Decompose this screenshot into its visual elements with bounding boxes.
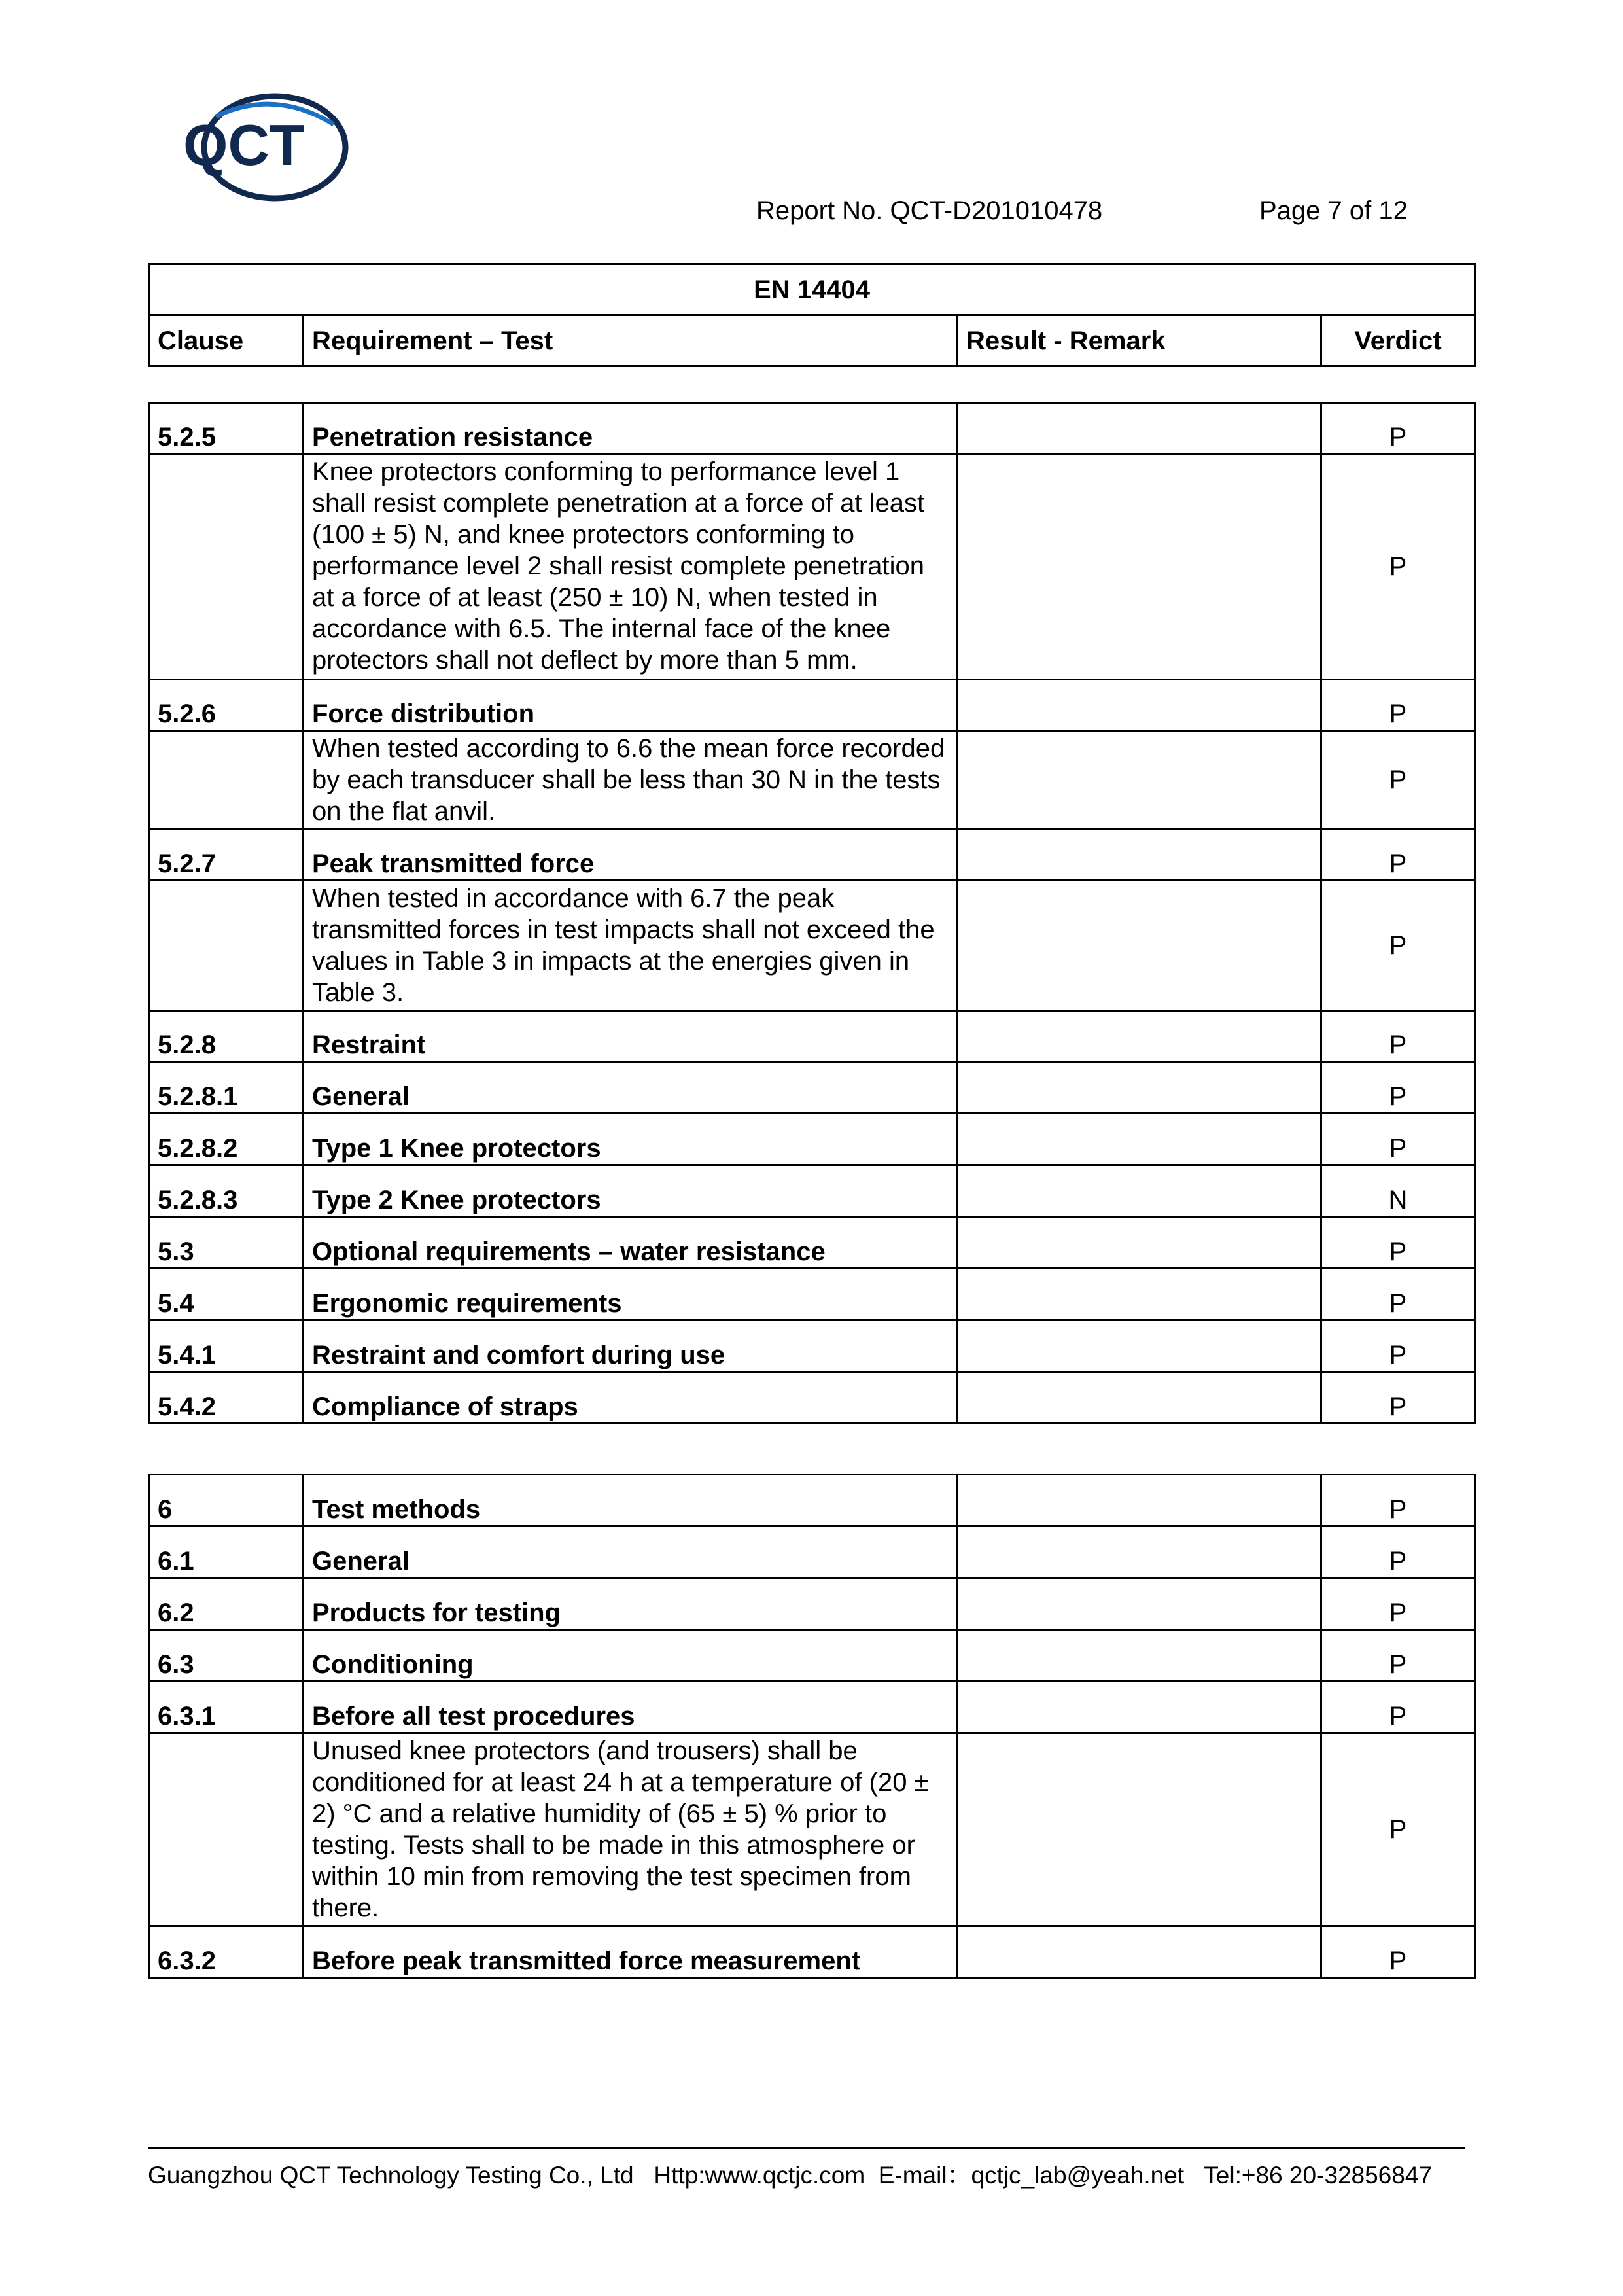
verdict-cell: P xyxy=(1321,1372,1475,1424)
verdict-cell: P xyxy=(1321,454,1475,680)
clause-cell: 6.1 xyxy=(149,1527,304,1578)
col-header-remark: Result - Remark xyxy=(958,315,1321,366)
remark-cell xyxy=(958,881,1321,1011)
clause-cell: 5.2.8.2 xyxy=(149,1114,304,1165)
verdict-cell: P xyxy=(1321,1733,1475,1926)
remark-cell xyxy=(958,1372,1321,1424)
remark-cell xyxy=(958,1114,1321,1165)
report-number: Report No. QCT-D201010478 xyxy=(756,196,1103,225)
remark-cell xyxy=(958,1320,1321,1372)
requirement-cell: Type 1 Knee protectors xyxy=(304,1114,958,1165)
page-number: Page 7 of 12 xyxy=(1259,196,1408,225)
remark-cell xyxy=(958,1630,1321,1682)
col-header-verdict: Verdict xyxy=(1321,315,1475,366)
verdict-cell: P xyxy=(1321,1062,1475,1114)
verdict-cell: P xyxy=(1321,1682,1475,1733)
standard-header-table xyxy=(148,263,1476,367)
verdict-cell: P xyxy=(1321,1320,1475,1372)
verdict-cell: P xyxy=(1321,1011,1475,1062)
verdict-cell: P xyxy=(1321,1475,1475,1527)
verdict-cell: P xyxy=(1321,1926,1475,1978)
clause-cell: 6.3.1 xyxy=(149,1682,304,1733)
table-row xyxy=(149,1217,1475,1269)
requirement-cell: Restraint xyxy=(304,1011,958,1062)
logo-text: QCT xyxy=(183,113,305,177)
remark-cell xyxy=(958,403,1321,454)
table-row xyxy=(149,680,1475,731)
clause-cell xyxy=(149,881,304,1011)
clause-cell: 5.4 xyxy=(149,1269,304,1320)
requirement-cell: Compliance of straps xyxy=(304,1372,958,1424)
clause-cell: 5.3 xyxy=(149,1217,304,1269)
clause-cell: 6 xyxy=(149,1475,304,1527)
clause-cell: 6.2 xyxy=(149,1578,304,1630)
requirement-cell: Ergonomic requirements xyxy=(304,1269,958,1320)
requirement-text: Unused knee protectors (and trousers) shall be conditioned for at least 24 h at a temperature of (20 ± 2) °C and a relative humidity of (65 ± 5) % prior to testing. Tests shall to be made in this atmosphere or within 10 min from removing the test specimen from there. xyxy=(304,1733,958,1926)
section-5-table xyxy=(148,402,1476,1424)
requirement-cell: Optional requirements – water resistance xyxy=(304,1217,958,1269)
requirement-cell: Before all test procedures xyxy=(304,1682,958,1733)
requirement-cell: Before peak transmitted force measurement xyxy=(304,1926,958,1978)
requirement-text: When tested in accordance with 6.7 the peak transmitted forces in test impacts shall not exceed the values in Table 3 in impacts at the energies given in Table 3. xyxy=(304,881,958,1011)
verdict-cell: P xyxy=(1321,1217,1475,1269)
remark-cell xyxy=(958,731,1321,830)
footer-contact: Guangzhou QCT Technology Testing Co., Ltd Http:www.qctjc.com E-mail：qctjc_lab@yeah.net Tel:+86 20-32856847 xyxy=(148,2162,1432,2189)
remark-cell xyxy=(958,1578,1321,1630)
table-row xyxy=(149,1682,1475,1733)
qct-logo xyxy=(177,92,353,203)
table-row xyxy=(149,403,1475,454)
verdict-cell: P xyxy=(1321,1630,1475,1682)
clause-cell: 6.3 xyxy=(149,1630,304,1682)
clause-cell: 5.2.8 xyxy=(149,1011,304,1062)
table-row xyxy=(149,881,1475,1011)
remark-cell xyxy=(958,680,1321,731)
table-row xyxy=(149,1630,1475,1682)
table-row xyxy=(149,454,1475,680)
verdict-cell: P xyxy=(1321,830,1475,881)
requirement-cell: Conditioning xyxy=(304,1630,958,1682)
verdict-cell: P xyxy=(1321,881,1475,1011)
requirement-cell: Products for testing xyxy=(304,1578,958,1630)
table-row xyxy=(149,731,1475,830)
remark-cell xyxy=(958,1165,1321,1217)
requirement-text: Knee protectors conforming to performance level 1 shall resist complete penetration at a force of at least (100 ± 5) N, and knee protectors conforming to performance level 2 shall resist complete penetration at a force of at least (250 ± 10) N, when tested in accordance with 6.5. The internal face of the knee protectors shall not deflect by more than 5 mm. xyxy=(304,454,958,680)
table-row xyxy=(149,1062,1475,1114)
col-header-clause: Clause xyxy=(149,315,304,366)
table-row xyxy=(149,1527,1475,1578)
table-row xyxy=(149,830,1475,881)
verdict-cell: P xyxy=(1321,403,1475,454)
table-row xyxy=(149,1011,1475,1062)
verdict-cell: P xyxy=(1321,680,1475,731)
remark-cell xyxy=(958,830,1321,881)
requirement-cell: Test methods xyxy=(304,1475,958,1527)
section-6-table xyxy=(148,1474,1476,1979)
clause-cell xyxy=(149,1733,304,1926)
table-row xyxy=(149,1114,1475,1165)
clause-cell: 5.4.2 xyxy=(149,1372,304,1424)
verdict-cell: N xyxy=(1321,1165,1475,1217)
table-row xyxy=(149,1320,1475,1372)
remark-cell xyxy=(958,1217,1321,1269)
table-row xyxy=(149,1475,1475,1527)
remark-cell xyxy=(958,1733,1321,1926)
remark-cell xyxy=(958,454,1321,680)
verdict-cell: P xyxy=(1321,1527,1475,1578)
remark-cell xyxy=(958,1475,1321,1527)
footer-divider xyxy=(148,2147,1465,2149)
requirement-cell: Type 2 Knee protectors xyxy=(304,1165,958,1217)
remark-cell xyxy=(958,1527,1321,1578)
table-row xyxy=(149,1578,1475,1630)
clause-cell: 5.2.6 xyxy=(149,680,304,731)
verdict-cell: P xyxy=(1321,1269,1475,1320)
clause-cell: 5.4.1 xyxy=(149,1320,304,1372)
clause-cell: 5.2.8.3 xyxy=(149,1165,304,1217)
clause-cell: 5.2.7 xyxy=(149,830,304,881)
table-row xyxy=(149,1926,1475,1978)
clause-cell: 5.2.8.1 xyxy=(149,1062,304,1114)
requirement-cell: General xyxy=(304,1062,958,1114)
remark-cell xyxy=(958,1926,1321,1978)
clause-cell xyxy=(149,731,304,830)
remark-cell xyxy=(958,1011,1321,1062)
remark-cell xyxy=(958,1062,1321,1114)
clause-cell xyxy=(149,454,304,680)
remark-cell xyxy=(958,1269,1321,1320)
table-row xyxy=(149,1165,1475,1217)
requirement-cell: Peak transmitted force xyxy=(304,830,958,881)
requirement-cell: Penetration resistance xyxy=(304,403,958,454)
requirement-cell: Restraint and comfort during use xyxy=(304,1320,958,1372)
verdict-cell: P xyxy=(1321,1114,1475,1165)
table-row xyxy=(149,1269,1475,1320)
verdict-cell: P xyxy=(1321,731,1475,830)
verdict-cell: P xyxy=(1321,1578,1475,1630)
standard-title: EN 14404 xyxy=(149,264,1475,315)
requirement-cell: Force distribution xyxy=(304,680,958,731)
requirement-cell: General xyxy=(304,1527,958,1578)
col-header-requirement: Requirement – Test xyxy=(304,315,958,366)
clause-cell: 5.2.5 xyxy=(149,403,304,454)
remark-cell xyxy=(958,1682,1321,1733)
table-row xyxy=(149,1733,1475,1926)
requirement-text: When tested according to 6.6 the mean force recorded by each transducer shall be less than 30 N in the tests on the flat anvil. xyxy=(304,731,958,830)
table-row xyxy=(149,1372,1475,1424)
clause-cell: 6.3.2 xyxy=(149,1926,304,1978)
